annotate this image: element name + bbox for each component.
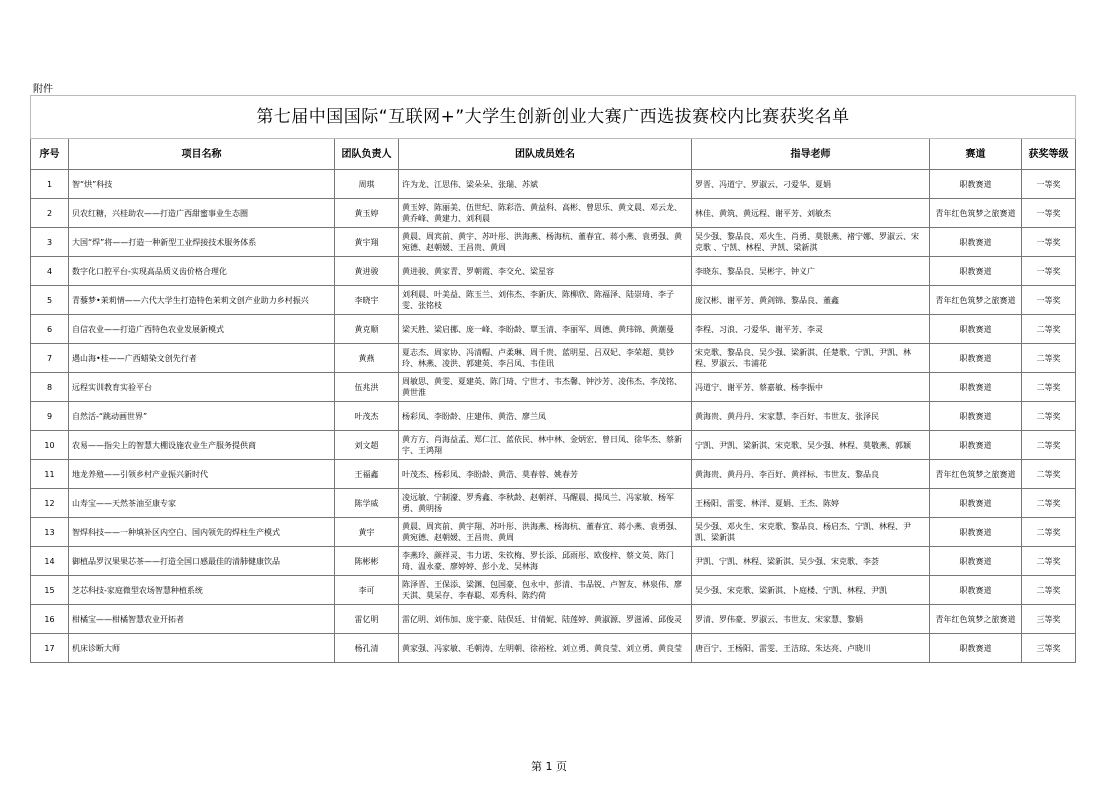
cell-members: 凌远敏、宁制濠、罗秀鑫、李秋龄、赵朝祥、马醒晨、揭凤兰、冯家敏、杨军勇、黄明扬 xyxy=(399,489,692,518)
cell-project: 山寿宝——天然茶油至康专家 xyxy=(69,489,335,518)
cell-mentors: 李晓东、黎品良、吴彬宇、钟义广 xyxy=(692,257,930,286)
cell-award: 二等奖 xyxy=(1022,460,1076,489)
header-mentors: 指导老师 xyxy=(692,139,930,170)
cell-mentors: 吴少强、邓火生、宋克歌、黎品良、杨启杰、宁凯、林程、尹凯、梁新淇 xyxy=(692,518,930,547)
header-leader: 团队负责人 xyxy=(335,139,399,170)
table-row xyxy=(31,373,1076,402)
cell-project: 大国“焊”将——打造一种新型工业焊接技术服务体系 xyxy=(69,228,335,257)
cell-project: 自然活-“跳动画世界” xyxy=(69,402,335,431)
cell-project: 智焊科技——一种填补区内空白、国内领先的焊柱生产模式 xyxy=(69,518,335,547)
cell-members: 黄进骏、黄家青、罗朝霞、李交允、梁星容 xyxy=(399,257,692,286)
award-table xyxy=(30,95,1076,663)
cell-track: 职教赛道 xyxy=(930,402,1022,431)
cell-members: 黄玉婷、陈丽美、伍世纪、陈彩浩、黄益科、高彬、曾思乐、黄文晨、邓云龙、黄乔峰、黄建力、刘利晨 xyxy=(399,199,692,228)
cell-leader: 黄玉婷 xyxy=(335,199,399,228)
table-row xyxy=(31,489,1076,518)
cell-project: 贝农红糖，兴桂助农——打造广西甜蜜事业生态圈 xyxy=(69,199,335,228)
cell-leader: 黄燕 xyxy=(335,344,399,373)
header-no: 序号 xyxy=(31,139,69,170)
cell-mentors: 庞汉彬、谢平芳、黄剑锦、黎品良、董鑫 xyxy=(692,286,930,315)
cell-track: 青年红色筑梦之旅赛道 xyxy=(930,460,1022,489)
cell-project: 青藜梦•茉莉情——六代大学生打造特色茉莉文创产业助力乡村振兴 xyxy=(69,286,335,315)
cell-no: 16 xyxy=(31,605,69,634)
cell-leader: 陈彬彬 xyxy=(335,547,399,576)
cell-award: 一等奖 xyxy=(1022,257,1076,286)
header-award: 获奖等级 xyxy=(1022,139,1076,170)
cell-mentors: 罗晋、冯道宁、罗淑云、刁爱华、夏娟 xyxy=(692,170,930,199)
cell-project: 自信农业——打造广西特色农业发展新模式 xyxy=(69,315,335,344)
cell-track: 职教赛道 xyxy=(930,634,1022,663)
cell-award: 一等奖 xyxy=(1022,170,1076,199)
table-row xyxy=(31,576,1076,605)
cell-track: 青年红色筑梦之旅赛道 xyxy=(930,605,1022,634)
cell-track: 职教赛道 xyxy=(930,373,1022,402)
cell-award: 二等奖 xyxy=(1022,547,1076,576)
cell-no: 7 xyxy=(31,344,69,373)
cell-award: 二等奖 xyxy=(1022,402,1076,431)
cell-leader: 叶茂杰 xyxy=(335,402,399,431)
table-row xyxy=(31,634,1076,663)
cell-track: 职教赛道 xyxy=(930,576,1022,605)
cell-award: 三等奖 xyxy=(1022,634,1076,663)
cell-track: 职教赛道 xyxy=(930,170,1022,199)
cell-leader: 黄克顺 xyxy=(335,315,399,344)
cell-no: 4 xyxy=(31,257,69,286)
table-row xyxy=(31,228,1076,257)
cell-track: 青年红色筑梦之旅赛道 xyxy=(930,286,1022,315)
cell-project: 机床诊断大师 xyxy=(69,634,335,663)
cell-members: 黄晨、周宾前、黄宇、苏叶彤、洪海燕、杨海杭、董春宜、蒋小燕、袁勇强、黄宛德、赵朝媛、王昌贵、黄周 xyxy=(399,228,692,257)
cell-mentors: 冯道宁、谢平芳、蔡嘉敏、杨李振中 xyxy=(692,373,930,402)
cell-members: 黄家强、冯家敏、毛朝涛、左明朝、徐裕栓、刘立勇、黄良莹、刘立勇、黄良莹 xyxy=(399,634,692,663)
cell-leader: 刘文超 xyxy=(335,431,399,460)
cell-track: 职教赛道 xyxy=(930,257,1022,286)
cell-members: 许为龙、江思伟、梁朵朵、张瑞、苏斌 xyxy=(399,170,692,199)
cell-track: 职教赛道 xyxy=(930,489,1022,518)
cell-no: 1 xyxy=(31,170,69,199)
cell-no: 11 xyxy=(31,460,69,489)
cell-leader: 周琪 xyxy=(335,170,399,199)
cell-no: 13 xyxy=(31,518,69,547)
cell-no: 9 xyxy=(31,402,69,431)
attachment-label: 附件 xyxy=(33,84,53,95)
cell-track: 青年红色筑梦之旅赛道 xyxy=(930,199,1022,228)
cell-leader: 伍兆洪 xyxy=(335,373,399,402)
page-title: 第七届中国国际“互联网+”大学生创新创业大赛广西选拔赛校内比赛获奖名单 xyxy=(31,96,1076,139)
cell-members: 叶茂杰、杨彩凤、李盼龄、黄浩、莫春蓉、姚春芳 xyxy=(399,460,692,489)
cell-mentors: 王杨阳、雷雯、林洋、夏娟、王杰、陈婷 xyxy=(692,489,930,518)
table-row xyxy=(31,199,1076,228)
cell-mentors: 尹凯、宁凯、林程、梁新淇、吴少强、宋克歌、李荟 xyxy=(692,547,930,576)
cell-members: 黄晨、周宾前、黄宇翔、苏叶彤、洪海燕、杨海杭、董春宜、蒋小燕、袁勇强、黄宛德、赵朝媛、王昌贵、黄周 xyxy=(399,518,692,547)
cell-members: 杨彩凤、李盼龄、庄建伟、黄浩、廖兰凤 xyxy=(399,402,692,431)
table-row xyxy=(31,286,1076,315)
cell-leader: 陈学威 xyxy=(335,489,399,518)
cell-members: 梁天胜、梁启挪、庞一峰、李盼龄、覃玉清、李丽军、周德、黄玮锦、黄潮曼 xyxy=(399,315,692,344)
cell-mentors: 吴少强、黎品良、邓火生、肖勇、莫银燕、褚宁娜、罗淑云、宋克歌 、宁凯、林程、尹凯、梁新淇 xyxy=(692,228,930,257)
header-track: 赛道 xyxy=(930,139,1022,170)
cell-award: 一等奖 xyxy=(1022,199,1076,228)
cell-mentors: 黄海贵、黄丹丹、李百好、黄祥标、韦世友、黎品良 xyxy=(692,460,930,489)
cell-mentors: 宋克歌、黎品良、吴少强、梁新淇、任楚歌、宁凯、尹凯、林程、罗淑云、韦浦花 xyxy=(692,344,930,373)
cell-award: 二等奖 xyxy=(1022,344,1076,373)
cell-project: 农易——指尖上的智慧大棚设施农业生产服务提供商 xyxy=(69,431,335,460)
cell-leader: 黄宇翔 xyxy=(335,228,399,257)
cell-track: 职教赛道 xyxy=(930,547,1022,576)
cell-track: 职教赛道 xyxy=(930,344,1022,373)
cell-no: 6 xyxy=(31,315,69,344)
cell-mentors: 唐百宁、王杨阳、雷雯、王洁琼、朱达亮、卢晓川 xyxy=(692,634,930,663)
cell-mentors: 黄海贵、黄丹丹、宋家慧、李百好、韦世友、张泽民 xyxy=(692,402,930,431)
cell-track: 职教赛道 xyxy=(930,315,1022,344)
cell-no: 10 xyxy=(31,431,69,460)
cell-mentors: 李程、习浪、刁爱华、谢平芳、李灵 xyxy=(692,315,930,344)
cell-award: 二等奖 xyxy=(1022,489,1076,518)
table-row xyxy=(31,257,1076,286)
cell-project: 御植品罗汉果果芯茶——打造全国口感最佳的清肺健康饮品 xyxy=(69,547,335,576)
cell-leader: 黄宇 xyxy=(335,518,399,547)
cell-award: 二等奖 xyxy=(1022,315,1076,344)
cell-mentors: 林佳、黄筑、黄远程、谢平芳、刘敏杰 xyxy=(692,199,930,228)
cell-leader: 李可 xyxy=(335,576,399,605)
header-members: 团队成员姓名 xyxy=(399,139,692,170)
cell-project: 遇山海•桂——广西蜡染文创先行者 xyxy=(69,344,335,373)
table-row xyxy=(31,344,1076,373)
cell-no: 14 xyxy=(31,547,69,576)
table-row xyxy=(31,431,1076,460)
table-row xyxy=(31,547,1076,576)
cell-no: 2 xyxy=(31,199,69,228)
cell-track: 职教赛道 xyxy=(930,228,1022,257)
cell-award: 二等奖 xyxy=(1022,518,1076,547)
cell-members: 夏志杰、周家协、冯清帽、卢柔琳、周千贵、蓝明星、吕双妃、李荣超、莫钞玲、林燕、凌洪、郭建英、李吕凤、韦佳讯 xyxy=(399,344,692,373)
cell-project: 远程实训教育实验平台 xyxy=(69,373,335,402)
cell-mentors: 罗清、罗伟豪、罗淑云、韦世友、宋家慧、黎娟 xyxy=(692,605,930,634)
cell-no: 8 xyxy=(31,373,69,402)
cell-track: 职教赛道 xyxy=(930,431,1022,460)
cell-leader: 王福鑫 xyxy=(335,460,399,489)
cell-members: 雷亿明、刘伟加、庞宇豪、陆俣廷、甘倩妮、陆莲婷、黄淑源、罗滋浠、邱俊灵 xyxy=(399,605,692,634)
cell-award: 二等奖 xyxy=(1022,373,1076,402)
cell-project: 智“烘”科技 xyxy=(69,170,335,199)
cell-award: 二等奖 xyxy=(1022,576,1076,605)
header-row xyxy=(31,139,1076,170)
page-footer: 第 1 页 xyxy=(531,760,567,773)
cell-award: 三等奖 xyxy=(1022,605,1076,634)
cell-leader: 黄进骏 xyxy=(335,257,399,286)
cell-no: 15 xyxy=(31,576,69,605)
cell-no: 5 xyxy=(31,286,69,315)
cell-mentors: 吴少强、宋克歌、梁新淇、卜庭楼、宁凯、林程、尹凯 xyxy=(692,576,930,605)
cell-award: 二等奖 xyxy=(1022,431,1076,460)
cell-leader: 杨孔清 xyxy=(335,634,399,663)
table-row xyxy=(31,605,1076,634)
cell-leader: 雷亿明 xyxy=(335,605,399,634)
title-row xyxy=(31,96,1076,139)
cell-no: 12 xyxy=(31,489,69,518)
cell-members: 周敏思、黄雯、夏建英、陈门琦、宁世才、韦杰馨、钟沙芳、凌伟杰、李茂铭、黄世淮 xyxy=(399,373,692,402)
cell-award: 一等奖 xyxy=(1022,228,1076,257)
table-row xyxy=(31,402,1076,431)
table-row xyxy=(31,170,1076,199)
cell-members: 刘利晨、叶美益、陈玉兰、刘伟杰、李新庆、陈柳欣、陈福泽、陆崇琦、李子雯、张铭枝 xyxy=(399,286,692,315)
cell-track: 职教赛道 xyxy=(930,518,1022,547)
cell-mentors: 宁凯、尹凯、梁新淇、宋克歌、吴少强、林程、莫敬燕、郭颖 xyxy=(692,431,930,460)
cell-members: 陈泽晋、王保添、梁渊、包国豪、包永中、彭清、韦品锐、卢智友、林泉伟、廖天淇、莫呆存、李春聪、邓秀科、陈约荷 xyxy=(399,576,692,605)
table-row xyxy=(31,460,1076,489)
header-project: 项目名称 xyxy=(69,139,335,170)
cell-project: 柑橘宝——柑橘智慧农业开拓者 xyxy=(69,605,335,634)
cell-members: 黄方方、肖海益孟、郑仁江、蓝依民、林中林、金炳宏、曾日凤、徐华杰、蔡新宇、王鸿翔 xyxy=(399,431,692,460)
award-sheet xyxy=(30,95,1075,663)
cell-leader: 李晓宇 xyxy=(335,286,399,315)
cell-project: 地龙养殖——引领乡村产业振兴新时代 xyxy=(69,460,335,489)
cell-project: 数字化口腔平台-实现高品质义齿价格合理化 xyxy=(69,257,335,286)
table-row xyxy=(31,315,1076,344)
cell-award: 一等奖 xyxy=(1022,286,1076,315)
cell-no: 3 xyxy=(31,228,69,257)
cell-project: 芝芯科技-家庭微型农场智慧种植系统 xyxy=(69,576,335,605)
cell-no: 17 xyxy=(31,634,69,663)
cell-members: 李燕玲、颜祥灵、韦力诺、朱钦梅、罗长添、邱雨彤、欧俊梓、蔡文英、陈门琦、温永豪、廖婷婷、彭小龙、吴林海 xyxy=(399,547,692,576)
table-row xyxy=(31,518,1076,547)
